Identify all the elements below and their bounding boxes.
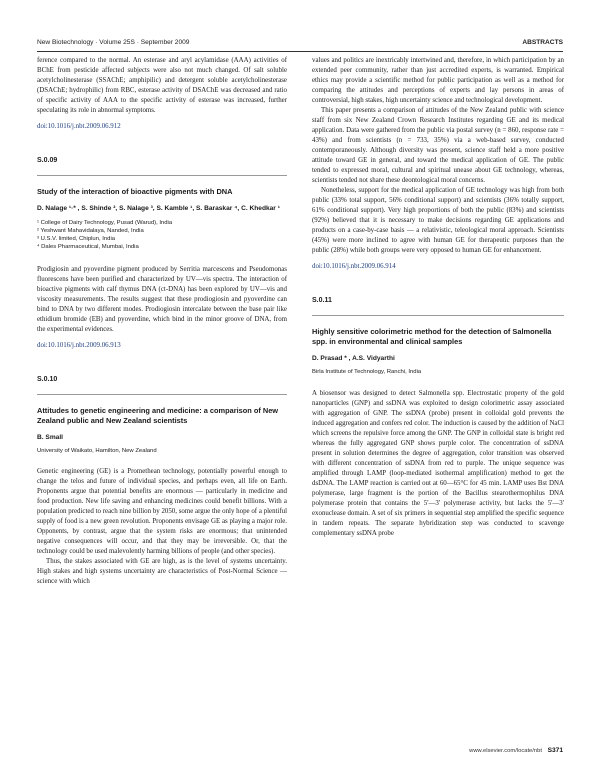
doi-link[interactable]: doi:10.1016/j.nbt.2009.06.912 (37, 123, 121, 130)
abstract-paragraph: This paper presents a comparison of attitudes of the New Zealand public with science staff from six New Zealand Crown Research Institutes regarding GE and its medical application. Data were gathered from the public via postal survey (n = 860, response rate = 43%) and from scientists (n = 733, 35%) via a web-based survey, conducted contemporaneously. Although diversity was present, science staff held a more positive attitude toward GE in general, and toward the medical application of GE. The public tended to expressed moral, cultural and spiritual unease about GE technology, whereas, scientists tended not share these deontological moral concerns. (312, 107, 564, 184)
abstract-authors: D. Prasad * , A.S. Vidyarthi (312, 355, 395, 362)
abstract-id: S.0.11 (312, 297, 332, 304)
abstract-paragraph: Nonetheless, support for the medical application of GE technology was high from both public (33% total support, 56% conditional support) and scientists (36% totally support, 61% conditional support). Very high proportions of both the public (83%) and scientists (92%) believed that it is necessary to make decisions regarding GE applications and products on a case-by-case basis — a relativistic, teleological moral approach. Scientists (45%) were more inclined to agree with human GE for therapeutic purposes than the public (28%) while both groups were very opposed to human GE for enhancement. (312, 187, 564, 254)
divider (37, 394, 287, 395)
abstract-authors: D. Nalage ¹·* , S. Shinde ², S. Nalage ³, S. Kamble ¹, S. Baraskar ⁴, C. Khedkar ¹ (37, 205, 280, 212)
abstract-title: Study of the interaction of bioactive pigments with DNA (37, 187, 233, 196)
affiliation: ³ U.S.V. limited, Chiplun, India (37, 236, 116, 242)
divider (312, 315, 564, 316)
right-column (312, 56, 564, 539)
affiliation: ² Yeshwant Mahavidalaya, Nanded, India (37, 228, 144, 234)
left-column (37, 56, 287, 587)
page-number: S371 (547, 747, 563, 754)
divider (37, 175, 287, 176)
affiliation: Birla Institute of Technology, Ranchi, India (312, 369, 422, 375)
abstract-paragraph: Genetic engineering (GE) is a Promethean technology, potentially powerful enough to change the telos and future of individual species, and perhaps even, all life on Earth. Proponents argue that potential benefits are enormous — particularly in medicine and food production. New life saving and enhancing medicines could benefit billions. With a population predicted to reach nine billion by 2050, some argue the only hope of a plentiful supply of food is a new green revolution. Proponents envisage GE as playing a major role. Opponents, by contrast, argue that the system risks are enormous; that unintended negative consequences will occur, and that they may be irreversible. Or, that the technology could be used malevolently harming billions of people (and other species). (37, 468, 287, 555)
page-header (37, 39, 563, 51)
abstract-authors: B. Small (37, 434, 64, 441)
abstract-body: A biosensor was designed to detect Salmonella spp. Electrostatic property of the gold nanoparticles (GNP) and ssDNA was exploited to design colorimetric assay associated with aggregation of GNP. The ssDNA (probe) present in colloidal gold prevents the induced aggregation and confers red color. The induction is caused by the addition of NaCl which screens the repulsive force among the GNP. The GNP in colloidal state is bright red whereas the fully aggregated GNP shows purple color. The concentration of ssDNA present in solution determines the degree of aggregation, color transition was observed with different concentration of ssDNA from red to purple. The unique sequence was amplified through LAMP (loop-mediated isothermal amplification) method to get the dsDNA. The LAMP reaction is carried out at 60—65°C for 45 min. LAMP uses Bst DNA polymerase, large fragment is the portion of the Bacillus stearothermophilus DNA polymerase protein that contains the 5'—3' polymerase activity, but lacks the 5'—3' exonuclease domain. A set of six primers in sequential step amplified the specific sequence in tandem repeats. The separate hybridization step was conducted to scavenge complementary ssDNA probe (312, 390, 564, 537)
abstract-paragraph: Thus, the stakes associated with GE are high, as is the level of systems uncertainty. High stakes and high systems uncertainty are characteristics of Post-Normal Science — science with which (37, 558, 287, 585)
affiliations (37, 219, 287, 251)
doi-link[interactable]: doi:10.1016/j.nbt.2009.06.913 (37, 342, 121, 349)
page-footer (469, 747, 563, 754)
abstract-paragraph: values and politics are inextricably intertwined and, therefore, in which participation by an extended peer community, rather than just accredited experts, is warranted. Empirical ethics may provide a scientific method for public participation as well as a method for comparing the attitudes and perceptions of experts and lay persons in areas of controversial, high stakes, high uncertainty science and technological development. (312, 57, 564, 104)
header-rule (37, 51, 563, 52)
abstract-title: Attitudes to genetic engineering and medicine: a comparison of New Zealand public and New Zealand scientists (37, 406, 279, 425)
journal-name: New Biotechnology · Volume 25S · September 2009 (37, 39, 190, 46)
abstract-id: S.0.09 (37, 157, 58, 164)
continued-abstract-text: ference compared to the normal. An esterase and aryl acylamidase (AAA) activities of BChE from pesticide affected subjects were also not much changed. Of salt soluble acetylcholinesterase (SSAChE; amphipilic) and detergent soluble acetylcholinesterase (DSAChE; hydrophilic) from RBC, esterase activity of DSAChE was decreased and ratio of specific activity of AAA to the specific activity of esterase was increased, further speculating its role in abnormal symptoms. (37, 57, 287, 114)
abstract-id: S.0.10 (37, 376, 58, 383)
affiliation: ¹ College of Dairy Technology, Pusad (Warud), India (37, 220, 173, 226)
abstract-body: Prodigiosin and pyoverdine pigment produced by Serritia marcescens and Pseudomonas fluorescens have been purified and characterized by UV—vis spectra. The interaction of bioactive pigments with calf thymus DNA (ct-DNA) has been explored by UV—vis and viscosity measurements. The results suggest that these prodiogiosin and pyoverdine can bind to DNA by two different modes. Prodiogiosin intercalate between the base pair like ethidium bromide (EB) and pyoverdine, which bind in the minor groove of DNA, from the experimental evidences. (37, 266, 287, 333)
affiliation: ⁴ Dales Pharmaceutical, Mumbai, India (37, 244, 139, 250)
abstract-title: Highly sensitive colorimetric method for the detection of Salmonella spp. in environmental and clinical samples (312, 327, 552, 346)
footer-url[interactable]: www.elsevier.com/locate/nbt (469, 748, 542, 754)
affiliation: University of Waikato, Hamilton, New Zealand (37, 448, 157, 454)
section-label: ABSTRACTS (522, 39, 563, 46)
doi-link[interactable]: doi:10.1016/j.nbt.2009.06.914 (312, 263, 396, 270)
